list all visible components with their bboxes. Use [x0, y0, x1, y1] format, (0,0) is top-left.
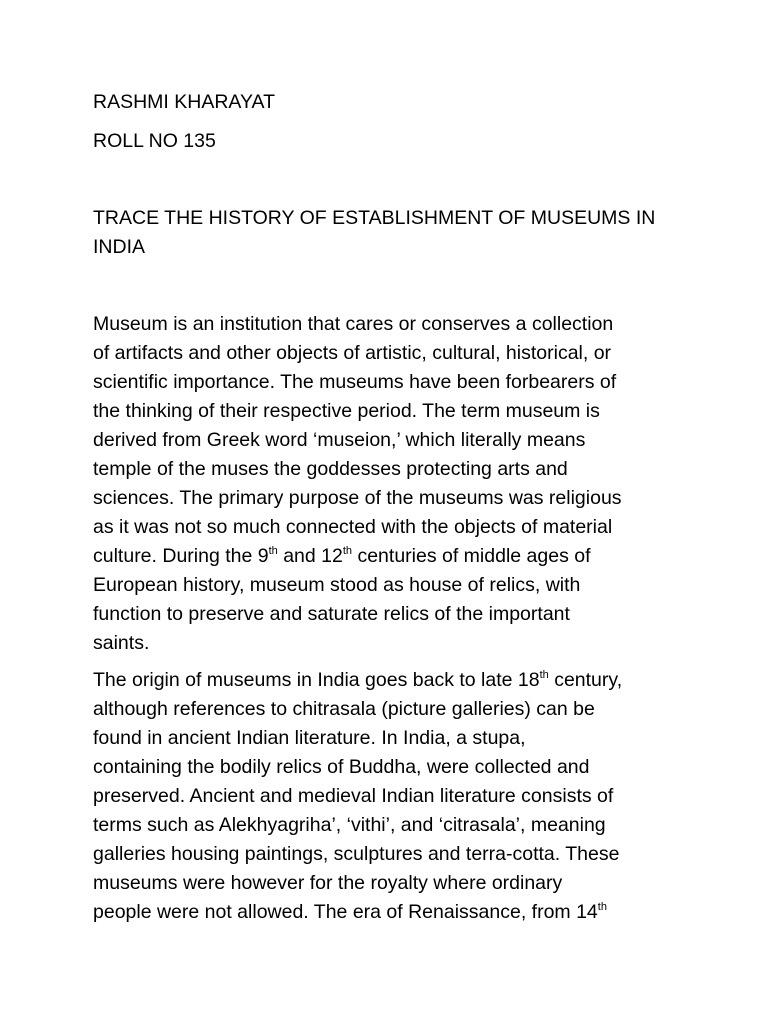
author-name: RASHMI KHARAYAT	[93, 91, 276, 113]
superscript: th	[539, 668, 549, 681]
paragraph-line: museums were however for the royalty where ordinary	[93, 872, 563, 894]
text-run: The origin of museums in India goes back to late 18	[93, 669, 540, 691]
paragraph-line: galleries housing paintings, sculptures and terra-cotta. These	[93, 843, 620, 865]
paragraph-line: containing the bodily relics of Buddha, were collected and	[93, 756, 590, 778]
paragraph-line: found in ancient Indian literature. In India, a stupa,	[93, 727, 526, 749]
text-run: people were not allowed. The era of Renaissance, from 14	[93, 901, 598, 923]
paragraph-line: sciences. The primary purpose of the museums was religious	[93, 487, 622, 509]
paragraph-line: the thinking of their respective period. The term museum is	[93, 400, 600, 422]
essay-title-line-2: INDIA	[93, 236, 146, 258]
paragraph-line: preserved. Ancient and medieval Indian literature consists of	[93, 785, 614, 807]
superscript: th	[268, 544, 278, 557]
paragraph-line	[93, 542, 591, 571]
superscript: th	[342, 544, 353, 557]
paragraph-line: function to preserve and saturate relics of the important	[93, 603, 570, 625]
paragraph-line: of artifacts and other objects of artistic, cultural, historical, or	[93, 342, 612, 364]
paragraph-line: saints.	[93, 632, 150, 654]
roll-number: ROLL NO 135	[93, 130, 216, 152]
paragraph-line	[93, 898, 607, 927]
paragraph-line: temple of the muses the goddesses protecting arts and	[93, 458, 568, 480]
paragraph-line: derived from Greek word ‘museion,’ which literally means	[93, 429, 586, 451]
text-run: and 12	[277, 545, 343, 567]
superscript: th	[597, 900, 607, 913]
paragraph-line: scientific importance. The museums have been forbearers of	[93, 371, 617, 393]
paragraph-line: Museum is an institution that cares or conserves a collection	[93, 313, 614, 335]
paragraph-line: terms such as Alekhyagriha’, ‘vithi’, and ‘citrasala’, meaning	[93, 814, 606, 836]
text-run: culture. During the 9	[93, 545, 269, 567]
paragraph-line: European history, museum stood as house of relics, with	[93, 574, 581, 596]
text-run: century,	[548, 669, 623, 691]
essay-title-line-1: TRACE THE HISTORY OF ESTABLISHMENT OF MUSEUMS IN	[93, 207, 656, 229]
paragraph-line	[93, 666, 622, 695]
paragraph-line: although references to chitrasala (picture galleries) can be	[93, 698, 595, 720]
text-run: centuries of middle ages of	[352, 545, 591, 567]
paragraph-line: as it was not so much connected with the objects of material	[93, 516, 613, 538]
